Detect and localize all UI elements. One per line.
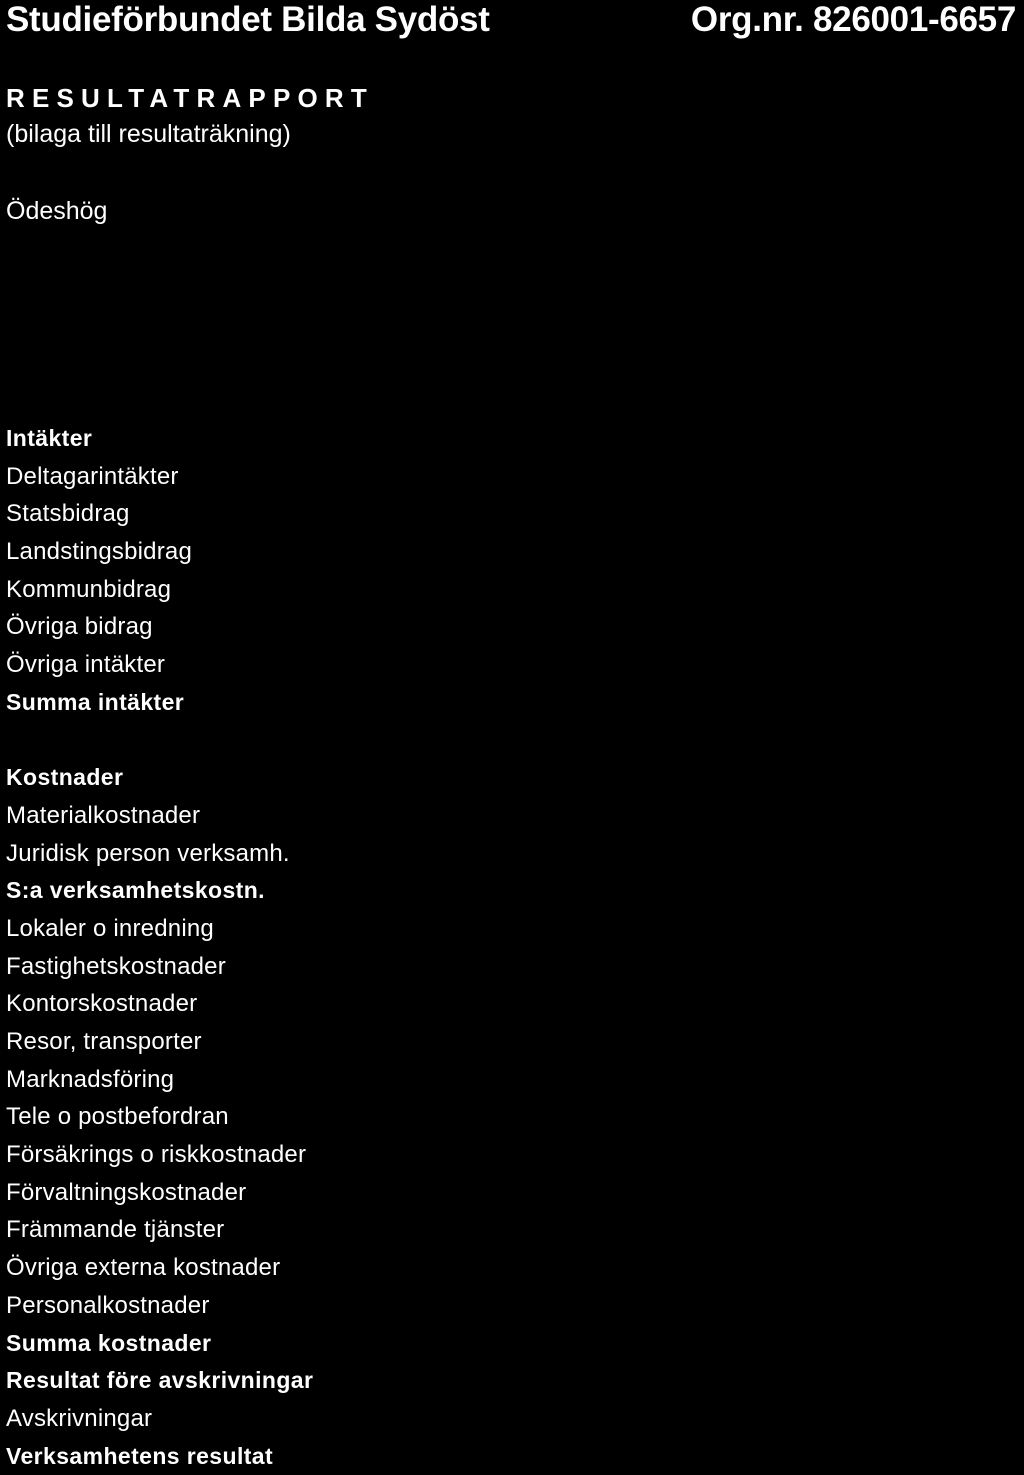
cost-row-personnel: Personalkostnader bbox=[6, 1291, 210, 1319]
cost-row-other-external: Övriga externa kostnader bbox=[6, 1254, 281, 1282]
income-row-other-grants: Övriga bidrag bbox=[6, 613, 153, 641]
location-name: Ödeshög bbox=[6, 197, 108, 225]
income-total: Summa intäkter bbox=[6, 688, 185, 715]
operating-result: Verksamhetens resultat bbox=[6, 1442, 274, 1469]
depreciation-row: Avskrivningar bbox=[6, 1404, 153, 1432]
income-row-state-grant: Statsbidrag bbox=[6, 500, 130, 528]
income-row-other-income: Övriga intäkter bbox=[6, 651, 166, 679]
cost-row-administration: Förvaltningskostnader bbox=[6, 1178, 247, 1206]
income-row-participant: Deltagarintäkter bbox=[6, 462, 179, 490]
cost-row-office: Kontorskostnader bbox=[6, 990, 198, 1018]
cost-row-legal-person: Juridisk person verksamh. bbox=[6, 839, 290, 867]
income-row-county-grant: Landstingsbidrag bbox=[6, 538, 193, 566]
cost-row-external-services: Främmande tjänster bbox=[6, 1216, 225, 1244]
cost-row-premises: Lokaler o inredning bbox=[6, 914, 214, 942]
organization-number: Org.nr. 826001-6657 bbox=[690, 0, 1016, 39]
cost-subtotal: S:a verksamhetskostn. bbox=[6, 877, 265, 904]
cost-row-travel: Resor, transporter bbox=[6, 1028, 202, 1055]
cost-row-materials: Materialkostnader bbox=[6, 801, 201, 829]
income-heading: Intäkter bbox=[6, 425, 93, 451]
costs-heading: Kostnader bbox=[6, 764, 124, 791]
costs-total: Summa kostnader bbox=[6, 1329, 212, 1356]
report-subtitle: (bilaga till resultaträkning) bbox=[6, 120, 291, 148]
cost-row-property: Fastighetskostnader bbox=[6, 952, 226, 980]
result-before-depreciation: Resultat före avskrivningar bbox=[6, 1367, 314, 1394]
organization-name: Studieförbundet Bilda Sydöst bbox=[6, 0, 490, 39]
cost-row-telecom-postage: Tele o postbefordran bbox=[6, 1103, 229, 1131]
cost-row-insurance: Försäkrings o riskkostnader bbox=[6, 1141, 307, 1169]
report-title: RESULTATRAPPORT bbox=[6, 83, 374, 113]
result-rows bbox=[6, 420, 313, 1475]
income-row-municipal-grant: Kommunbidrag bbox=[6, 575, 172, 603]
cost-row-marketing: Marknadsföring bbox=[6, 1065, 175, 1093]
section-spacer bbox=[6, 722, 313, 760]
